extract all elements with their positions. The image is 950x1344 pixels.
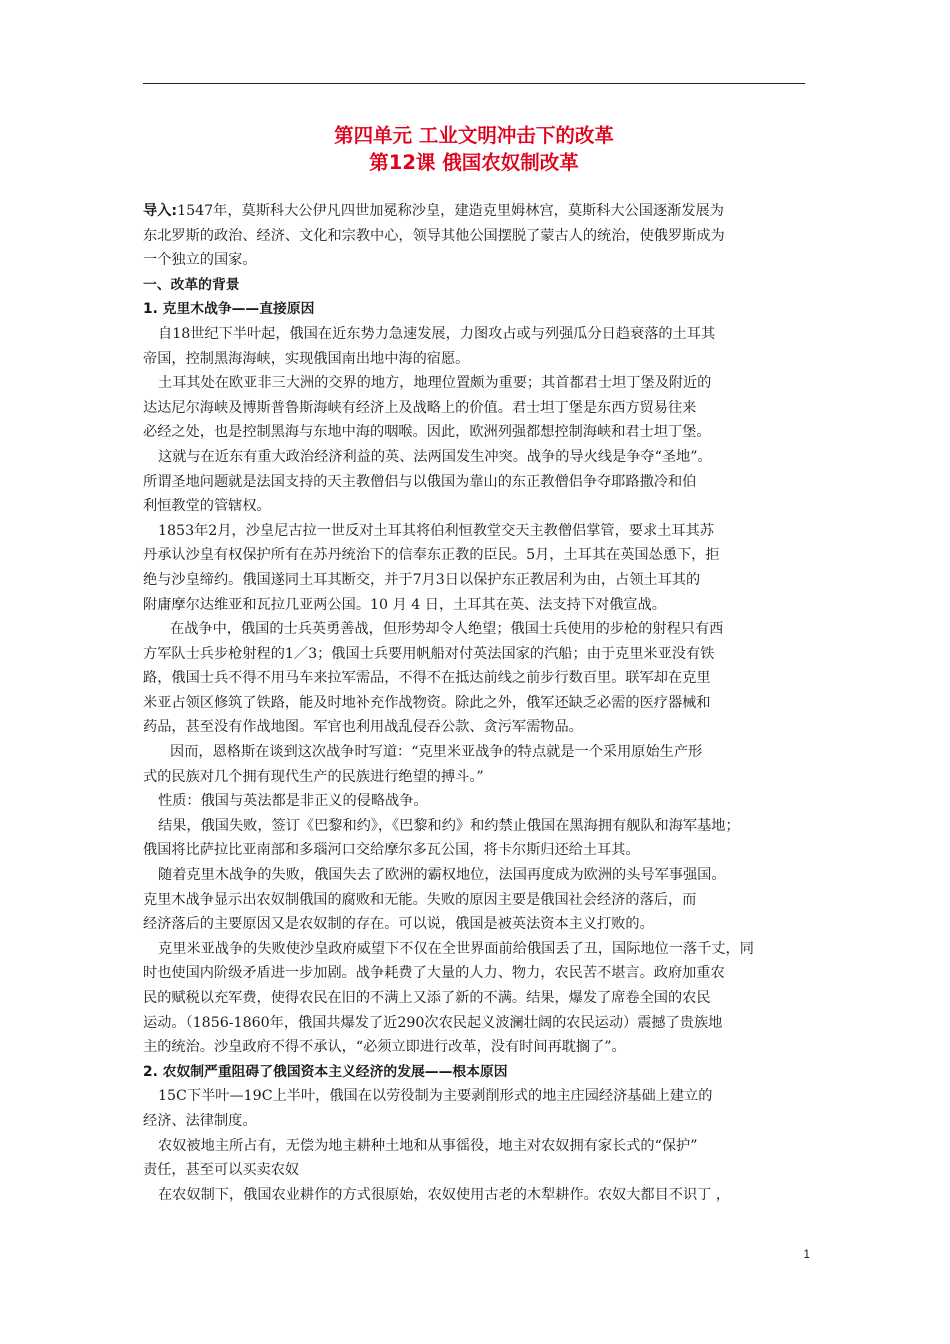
body-line: 路，俄国士兵不得不用马车来拉军需品，不得不在抵达前线之前步行数百里。联军却在克里 [143,670,711,687]
unit-title: 第四单元 工业文明冲击下的改革 [334,124,614,147]
body-line: 1853年2月，沙皇尼古拉一世反对土耳其将伯利恒教堂交天主教僧侣掌管，要求土耳其苏 [158,522,714,539]
body-line: 运动。（1856-1860年，俄国共爆发了近290次农民起义波澜壮阔的农民运动）震撼了贵族地 [143,1014,723,1031]
body-line: 这就与在近东有重大政治经济利益的英、法两国发生冲突。战争的导火线是争夺“圣地”。 [158,448,712,465]
body-line: 俄国将比萨拉比亚南部和多瑙河口交给摩尔多瓦公国，将卡尔斯归还给土耳其。 [143,842,640,859]
body-line: 利恒教堂的管辖权。 [143,498,271,515]
header-rule [143,83,805,84]
body-line: 民的赋税以充军费，使得农民在旧的不满上又添了新的不满。结果，爆发了席卷全国的农民 [143,990,711,1006]
body-line: 附庸摩尔达维亚和瓦拉几亚两公国。10 月 4 日，土耳其在英、法支持下对俄宣战。 [143,596,666,613]
lesson-title [143,122,805,176]
subsection-heading-2: 2. 农奴制严重阻碍了俄国资本主义经济的发展——根本原因 [143,1063,508,1080]
page-number: 1 [803,1247,810,1261]
body-line: 性质：俄国与英法都是非正义的侵略战争。 [158,793,428,810]
body-line: 克里米亚战争的失败使沙皇政府威望下不仅在全世界面前给俄国丢了丑，国际地位一落千丈，同 [158,940,754,957]
body-line: 15C下半叶—19C上半叶，俄国在以劳役制为主要剥削形式的地主庄园经济基础上建立的 [158,1088,713,1105]
body-line: 随着克里木战争的失败，俄国失去了欧洲的霸权地位，法国再度成为欧洲的头号军事强国。 [158,867,726,884]
intro-line-3: 一个独立的国家。 [143,252,257,269]
body-line: 方军队士兵步枪射程的1／3；俄国士兵要用帆船对付英法国家的汽船；由于克里米亚没有铁 [143,645,715,662]
body-line: 必经之处，也是控制黑海与东地中海的咽喉。因此，欧洲列强都想控制海峡和君士坦丁堡。 [143,424,711,441]
body-line: 米亚占领区修筑了铁路，能及时地补充作战物资。除此之外，俄军还缺乏必需的医疗器械和 [143,694,711,711]
body-line: 丹承认沙皇有权保护所有在苏丹统治下的信奉东正教的臣民。5月，土耳其在英国怂恿下，拒 [143,547,720,564]
body-line: 土耳其处在欧亚非三大洲的交界的地方，地理位置颇为重要；其首都君士坦丁堡及附近的 [158,375,712,392]
body-line: 经济、法律制度。 [143,1112,257,1129]
body-line: 因而，恩格斯在谈到这次战争时写道：“克里米亚战争的特点就是一个采用原始生产形 [170,744,703,761]
body-line: 达达尼尔海峡及博斯普鲁斯海峡有经济上及战略上的价值。君士坦丁堡是东西方贸易往来 [143,399,697,416]
body-line: 责任，甚至可以买卖农奴 [143,1162,300,1179]
body-line: 所谓圣地问题就是法国支持的天主教僧侣与以俄国为靠山的东正教僧侣争夺耶路撒冷和伯 [143,473,697,490]
body-line: 帝国，控制黑海海峡，实现俄国南出地中海的宿愿。 [143,350,470,367]
body-line: 绝与沙皇缔约。俄国遂同土耳其断交，并于7月3日以保护东正教居利为由，占领土耳其的 [143,571,701,588]
intro-line-2: 东北罗斯的政治、经济、文化和宗教中心，领导其他公国摆脱了蒙古人的统治，使俄罗斯成为 [143,227,725,244]
document-body [143,199,806,1207]
lesson-subtitle: 第12课 俄国农奴制改革 [369,151,579,174]
body-line: 克里木战争显示出农奴制俄国的腐败和无能。失败的原因主要是俄国社会经济的落后，而 [143,891,697,908]
body-line: 经济落后的主要原因又是农奴制的存在。可以说，俄国是被英法资本主义打败的。 [143,916,654,933]
subsection-heading-1: 1. 克里木战争——直接原因 [143,301,315,318]
body-line: 结果，俄国失败，签订《巴黎和约》，《巴黎和约》和约禁止俄国在黑海拥有舰队和海军基地； [158,817,740,834]
body-line: 主的统治。沙皇政府不得不承认，“必须立即进行改革，没有时间再耽搁了”。 [143,1039,626,1056]
intro-line-1: 导入:1547年，莫斯科大公伊凡四世加冕称沙皇，建造克里姆林宫，莫斯科大公国逐渐发展为 [143,203,724,219]
body-line: 式的民族对几个拥有现代生产的民族进行绝望的搏斗。” [143,768,484,785]
body-line: 自18世纪下半叶起，俄国在近东势力急速发展，力图攻占或与列强瓜分日趋衰落的土耳其 [158,325,716,342]
section-heading: 一、改革的背景 [143,276,240,293]
intro-label: 导入: [143,203,178,219]
body-line: 农奴被地主所占有，无偿为地主耕种土地和从事徭役，地主对农奴拥有家长式的“保护” [158,1137,698,1154]
body-line: 在战争中，俄国的士兵英勇善战，但形势却令人绝望；俄国士兵使用的步枪的射程只有西 [170,621,724,638]
body-line: 时也使国内阶级矛盾进一步加剧。战争耗费了大量的人力、物力，农民苦不堪言。政府加重农 [143,965,725,982]
body-line: 药品，甚至没有作战地图。军官也利用战乱侵吞公款、贪污军需物品。 [143,719,583,736]
body-line: 在农奴制下，俄国农业耕作的方式很原始，农奴使用古老的木犁耕作。农奴大都目不识丁 ， [158,1186,731,1203]
